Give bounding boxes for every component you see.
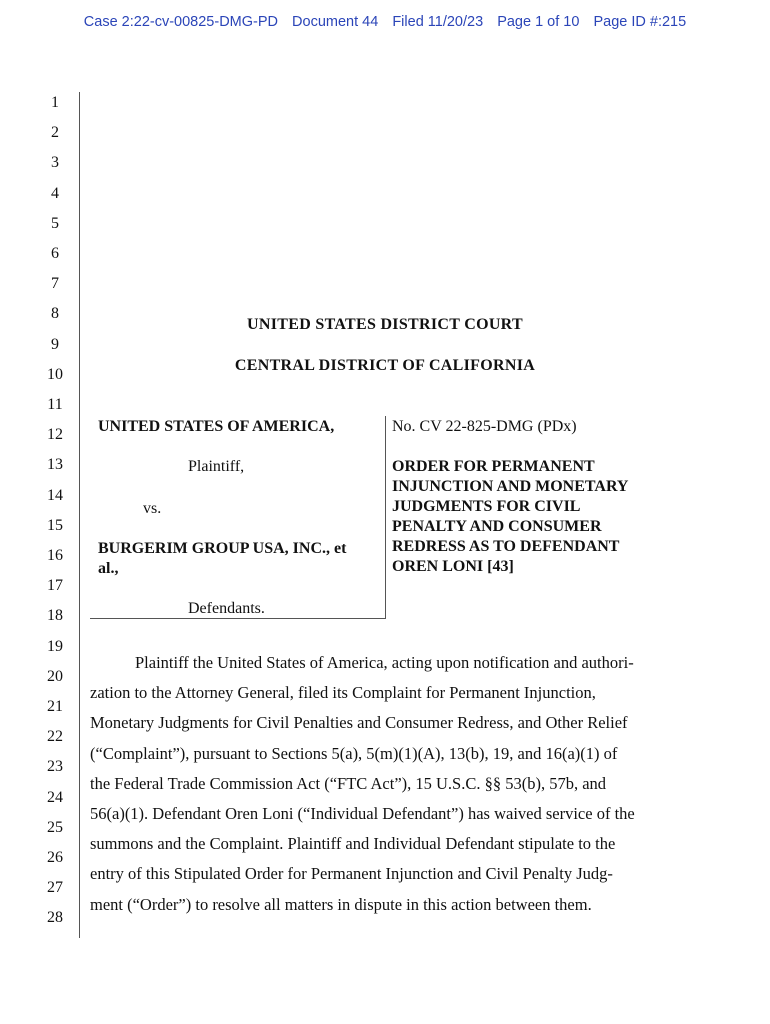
line-number: 21 [47, 698, 63, 715]
body-line: entry of this Stipulated Order for Permanent Injunction and Civil Penalty Judg- [90, 864, 613, 884]
line-number: 18 [47, 607, 63, 625]
page-count: Page 1 of 10 [497, 14, 580, 30]
line-number: 13 [47, 456, 63, 474]
line-number: 26 [47, 849, 63, 866]
margin-rule [79, 92, 80, 938]
caption-divider-vertical [385, 416, 386, 618]
body-line: Plaintiff the United States of America, acting upon notification and authori- [135, 653, 634, 672]
line-number: 7 [51, 275, 59, 293]
line-number: 6 [51, 245, 59, 262]
line-number: 14 [47, 486, 63, 504]
case-number-header: Case 2:22-cv-00825-DMG-PD [83, 14, 279, 30]
order-title-line: PENALTY AND CONSUMER [392, 518, 602, 535]
line-number: 15 [47, 516, 63, 534]
line-number: 16 [47, 547, 63, 564]
line-number: 22 [47, 728, 63, 746]
line-number: 12 [47, 426, 63, 444]
order-title-line: JUDGMENTS FOR CIVIL [392, 498, 581, 515]
defendant-name-line1: BURGERIM GROUP USA, INC., et [98, 540, 347, 557]
order-title-line: OREN LONI [43] [392, 558, 514, 575]
case-header [0, 14, 770, 30]
line-number: 9 [51, 335, 59, 353]
page-id: Page ID #:215 [593, 14, 687, 30]
line-number: 17 [47, 577, 63, 595]
versus-label: vs. [143, 500, 162, 517]
line-number: 4 [51, 184, 59, 202]
body-line: Monetary Judgments for Civil Penalties and Consumer Redress, and Other Relief [90, 713, 628, 733]
body-paragraph [90, 648, 680, 920]
body-line: the Federal Trade Commission Act (“FTC Act”), 15 U.S.C. §§ 53(b), 57b, and [90, 773, 607, 793]
line-number: 1 [51, 94, 59, 111]
order-title-line: INJUNCTION AND MONETARY [392, 478, 629, 495]
defendant-role: Defendants. [188, 600, 265, 617]
filed-date: Filed 11/20/23 [392, 14, 484, 30]
case-number: No. CV 22-825-DMG (PDx) [392, 418, 577, 435]
court-district: CENTRAL DISTRICT OF CALIFORNIA [234, 357, 536, 374]
line-number: 5 [51, 214, 59, 232]
line-number: 2 [51, 124, 59, 142]
plaintiff-role: Plaintiff, [188, 458, 245, 475]
order-title-line: ORDER FOR PERMANENT [392, 458, 595, 475]
body-line: zation to the Attorney General, filed its Complaint for Permanent Injunction, [90, 683, 596, 703]
document-number: Document 44 [292, 14, 379, 30]
line-number: 23 [47, 758, 63, 776]
order-title [392, 457, 672, 577]
line-number: 3 [51, 154, 59, 172]
line-number: 11 [47, 396, 63, 413]
line-number: 19 [47, 637, 63, 655]
line-number: 10 [47, 365, 63, 383]
body-line: ment (“Order”) to resolve all matters in dispute in this action between them. [90, 894, 592, 914]
caption-divider-horizontal [90, 618, 386, 619]
defendant-name-line2: al., [98, 560, 119, 577]
body-line: summons and the Complaint. Plaintiff and Individual Defendant stipulate to the [90, 834, 616, 854]
line-number: 27 [47, 879, 63, 897]
order-title-line: REDRESS AS TO DEFENDANT [392, 538, 620, 555]
line-number: 24 [47, 788, 63, 806]
line-number: 25 [47, 818, 63, 836]
plaintiff-name: UNITED STATES OF AMERICA, [98, 418, 335, 435]
body-line: 56(a)(1). Defendant Oren Loni (“Individual Defendant”) has waived service of the [90, 804, 635, 824]
line-number: 20 [47, 667, 63, 685]
court-name: UNITED STATES DISTRICT COURT [247, 316, 523, 333]
line-number: 8 [51, 305, 59, 323]
line-number: 28 [47, 909, 63, 927]
body-line: (“Complaint”), pursuant to Sections 5(a), 5(m)(1)(A), 13(b), 19, and 16(a)(1) of [90, 743, 618, 763]
